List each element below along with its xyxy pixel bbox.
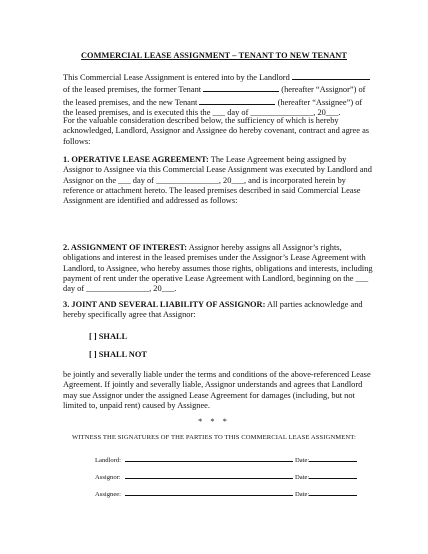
date-label: Date:: [295, 457, 310, 464]
intro-line-4: the leased premises, and is executed this the ___ day of _______________, 20___.: [63, 107, 341, 117]
intro-line-1: This Commercial Lease Assignment is entered into by the Landlord: [63, 73, 290, 82]
option-shall-not-checkbox[interactable]: [ ] SHALL NOT: [89, 350, 147, 359]
former-tenant-blank[interactable]: [203, 83, 279, 92]
landlord-blank[interactable]: [292, 71, 370, 80]
signature-line[interactable]: [125, 489, 293, 496]
signature-label: Assignor:: [95, 474, 121, 481]
signature-label: Assignee:: [95, 491, 122, 498]
witness-heading: WITNESS THE SIGNATURES OF THE PARTIES TO THIS COMMERCIAL LEASE ASSIGNMENT:: [71, 434, 356, 441]
intro-line-3: the leased premises, and the new Tenant: [63, 97, 198, 107]
new-tenant-blank[interactable]: [199, 96, 275, 105]
intro-assignee-def: (hereafter “Assignee”) of: [277, 97, 363, 107]
signature-line[interactable]: [125, 472, 293, 479]
consideration-paragraph: For the valuable consideration described below, the sufficiency of which is hereby acknowledged, Landlord, Assignor and Assignee do hereby covenant, contract and agree as follows:: [63, 116, 370, 146]
signature-row-assignee: [95, 489, 375, 498]
section-2: [63, 243, 373, 294]
date-label: Date:: [295, 474, 310, 481]
section-2-heading: 2. ASSIGNMENT OF INTEREST:: [63, 243, 188, 252]
section-2-text: Assignor hereby assigns all Assignor’s rights, obligations and interest in the leased premises under the Assignor’s Lease Agreement with Landlord, to Assignee, who hereby assumes those rights, obligations and interests, including payment of rent under the operative Lease Agreement with Landlord, beginning on the ___ day of _______________, 20___.: [63, 243, 373, 294]
date-line[interactable]: [309, 455, 357, 462]
date-label: Date:: [295, 491, 310, 498]
liability-paragraph: be jointly and severally liable under the terms and conditions of the above-referenced Lease Agreement. If jointly and severally liable, Assignor understands and agrees that Landlord may sue Assignor under the assigned Lease Agreement for damages (including, but not limited to, unpaid rent) caused by Assignee.: [63, 370, 371, 410]
document-title: COMMERCIAL LEASE ASSIGNMENT – TENANT TO NEW TENANT: [80, 51, 348, 60]
section-1-heading: 1. OPERATIVE LEASE AGREEMENT:: [63, 155, 209, 164]
signature-line[interactable]: [125, 455, 293, 462]
date-line[interactable]: [309, 489, 357, 496]
signature-row-landlord: [95, 455, 375, 464]
signature-row-assignor: [95, 472, 375, 481]
date-line[interactable]: [309, 472, 357, 479]
section-1-text: The Lease Agreement being assigned by Assignor to Assignee via this Commercial Lease Assignment was executed by Landlord and Assignor on the ___ day of _______________, 20___, and is incorporated herein by reference or attachment hereto. The leased premises described in said Commercial Lease Assignment are identified and addressed as follows:: [63, 155, 372, 206]
section-3-heading: 3. JOINT AND SEVERAL LIABILITY OF ASSIGNOR:: [63, 300, 266, 309]
intro-line-2: of the leased premises, the former Tenant: [63, 85, 202, 95]
separator-stars: * * *: [198, 417, 230, 426]
intro-paragraph: [63, 71, 373, 118]
section-3: [63, 300, 373, 321]
signature-label: Landlord:: [95, 457, 122, 464]
option-shall-checkbox[interactable]: [ ] SHALL: [89, 332, 128, 341]
section-1: [63, 155, 373, 206]
section-3-text: All parties acknowledge and hereby specifically agree that Assignor:: [63, 300, 363, 320]
intro-assignor-def: (hereafter “Assignor”) of: [281, 85, 366, 95]
